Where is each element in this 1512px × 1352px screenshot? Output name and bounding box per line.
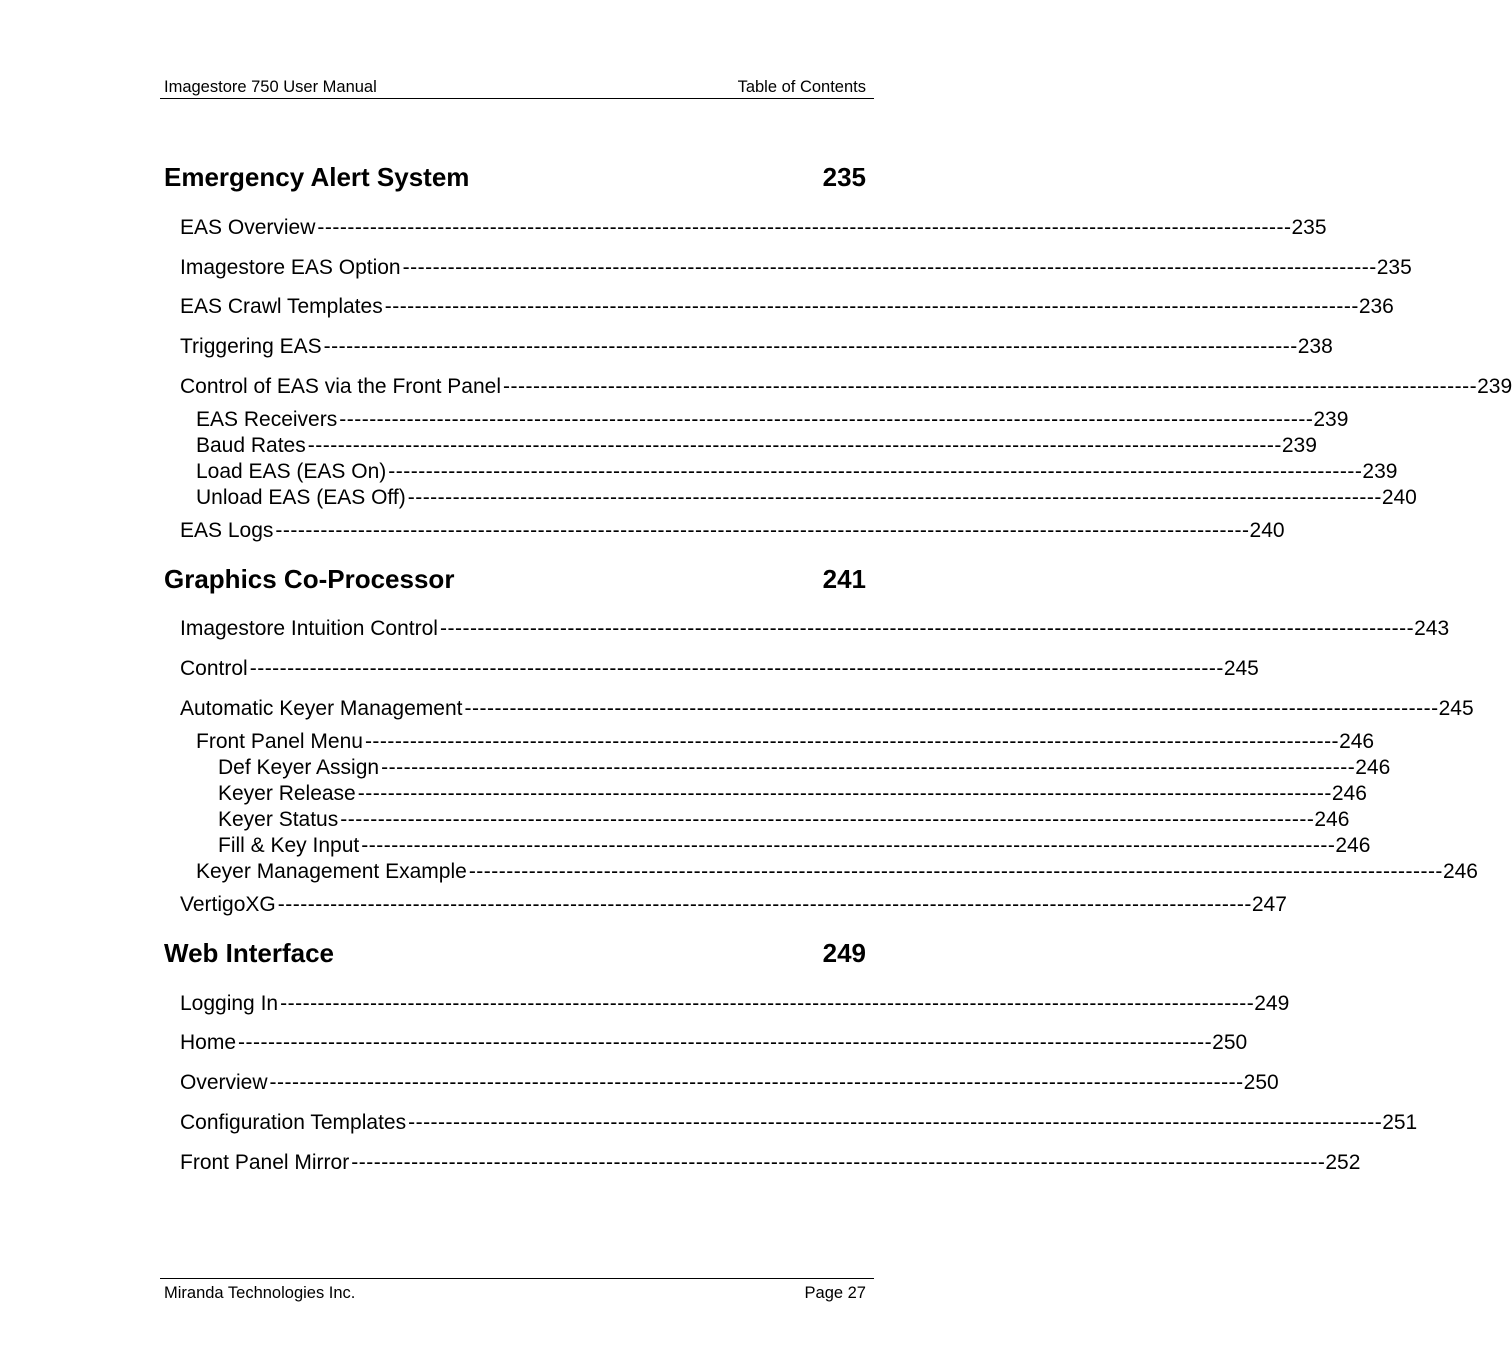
toc-entry-page: 238: [1297, 335, 1333, 358]
toc-entry[interactable]: [180, 374, 1512, 400]
toc-section-page: 235: [822, 162, 866, 192]
toc-entry-page: 239: [1362, 460, 1398, 483]
toc-section-page: 241: [822, 564, 866, 594]
toc-leader: ----------------------------------------------------------------------------------------------------------------------------------: [307, 434, 1282, 457]
toc-entry-page: 239: [1313, 408, 1349, 431]
toc-entry-page: 252: [1325, 1151, 1361, 1174]
toc-entry[interactable]: [180, 255, 1412, 281]
toc-entry-title: Control of EAS via the Front Panel: [180, 375, 501, 398]
toc-leader: ----------------------------------------------------------------------------------------------------------------------------------: [464, 697, 1439, 720]
toc-leader: ----------------------------------------------------------------------------------------------------------------------------------: [317, 216, 1292, 239]
footer-page-number: Page 27: [804, 1284, 866, 1302]
toc-leader: ----------------------------------------------------------------------------------------------------------------------------------: [339, 408, 1314, 431]
toc-entry-page: 235: [1376, 256, 1412, 279]
toc-entry-page: 235: [1291, 216, 1327, 239]
toc-entry-title: Configuration Templates: [180, 1111, 407, 1134]
toc-leader: ----------------------------------------------------------------------------------------------------------------------------------: [275, 519, 1250, 542]
toc-entry[interactable]: [180, 294, 1394, 320]
toc-subentry[interactable]: [196, 459, 1398, 485]
header-section-title: Table of Contents: [737, 78, 866, 96]
toc-leader: ----------------------------------------------------------------------------------------------------------------------------------: [408, 1111, 1383, 1134]
toc-entry-title: Keyer Status: [218, 808, 339, 831]
toc-subsubentry[interactable]: [218, 833, 1371, 859]
toc-entry-title: Front Panel Menu: [196, 730, 363, 753]
toc-section[interactable]: [164, 564, 866, 594]
toc-leader: ----------------------------------------------------------------------------------------------------------------------------------: [340, 808, 1315, 831]
toc-entry[interactable]: [180, 892, 1287, 918]
toc-entry-page: 239: [1477, 375, 1512, 398]
toc-entry-title: Keyer Release: [218, 782, 356, 805]
toc-entry-page: 243: [1414, 617, 1450, 640]
toc-entry-title: Fill & Key Input: [218, 834, 360, 857]
toc-leader: ----------------------------------------------------------------------------------------------------------------------------------: [384, 295, 1359, 318]
toc-entry-title: Baud Rates: [196, 434, 306, 457]
toc-entry-page: 246: [1442, 860, 1478, 883]
toc-entry-page: 236: [1358, 295, 1394, 318]
toc-leader: ----------------------------------------------------------------------------------------------------------------------------------: [468, 860, 1443, 883]
toc-leader: ----------------------------------------------------------------------------------------------------------------------------------: [407, 486, 1382, 509]
toc-entry[interactable]: [180, 518, 1285, 544]
toc-section-title: Web Interface: [164, 938, 335, 968]
toc-entry-title: EAS Logs: [180, 519, 274, 542]
toc-entry-title: Imagestore Intuition Control: [180, 617, 438, 640]
toc-entry-title: Front Panel Mirror: [180, 1151, 350, 1174]
toc-leader: ----------------------------------------------------------------------------------------------------------------------------------: [402, 256, 1377, 279]
toc-subentry[interactable]: [196, 729, 1375, 755]
toc-section-title: Emergency Alert System: [164, 162, 470, 192]
toc-entry[interactable]: [180, 1150, 1361, 1176]
toc-entry-title: Unload EAS (EAS Off): [196, 486, 406, 509]
toc-leader: ----------------------------------------------------------------------------------------------------------------------------------: [503, 375, 1478, 398]
toc-subentry[interactable]: [196, 433, 1317, 459]
toc-entry-page: 240: [1249, 519, 1285, 542]
footer-company: Miranda Technologies Inc.: [164, 1284, 356, 1302]
toc-leader: ----------------------------------------------------------------------------------------------------------------------------------: [439, 617, 1415, 640]
page-header: [160, 76, 874, 99]
toc-entry-page: 250: [1212, 1031, 1248, 1054]
toc-entry[interactable]: [180, 616, 1450, 642]
toc-section[interactable]: [164, 162, 866, 192]
toc-entry-page: 246: [1355, 756, 1391, 779]
toc-entry-title: Keyer Management Example: [196, 860, 467, 883]
header-doc-title: Imagestore 750 User Manual: [164, 78, 377, 96]
toc-leader: ----------------------------------------------------------------------------------------------------------------------------------: [277, 893, 1252, 916]
toc-entry[interactable]: [180, 1030, 1248, 1056]
toc-entry[interactable]: [180, 334, 1333, 360]
toc-entry-title: Overview: [180, 1071, 268, 1094]
toc-entry-page: 250: [1243, 1071, 1279, 1094]
toc-subsubentry[interactable]: [218, 755, 1391, 781]
toc-section[interactable]: [164, 938, 866, 968]
toc-entry-page: 246: [1339, 730, 1375, 753]
toc-entry-title: Automatic Keyer Management: [180, 697, 463, 720]
toc-leader: ----------------------------------------------------------------------------------------------------------------------------------: [381, 756, 1356, 779]
toc-subentry[interactable]: [196, 407, 1349, 433]
toc-entry-title: Imagestore EAS Option: [180, 256, 401, 279]
toc-leader: ----------------------------------------------------------------------------------------------------------------------------------: [361, 834, 1336, 857]
toc-entry-title: Def Keyer Assign: [218, 756, 380, 779]
toc-entry[interactable]: [180, 991, 1290, 1017]
toc-entry-page: 245: [1438, 697, 1474, 720]
toc-subsubentry[interactable]: [218, 807, 1350, 833]
toc-section-page: 249: [822, 938, 866, 968]
toc-leader: ----------------------------------------------------------------------------------------------------------------------------------: [238, 1031, 1213, 1054]
toc-leader: ----------------------------------------------------------------------------------------------------------------------------------: [364, 730, 1340, 753]
toc-entry-page: 246: [1331, 782, 1367, 805]
toc-leader: ----------------------------------------------------------------------------------------------------------------------------------: [280, 992, 1255, 1015]
page-footer: [160, 1278, 874, 1302]
toc-entry-title: EAS Crawl Templates: [180, 295, 383, 318]
toc-entry-title: Control: [180, 657, 248, 680]
toc-entry-title: VertigoXG: [180, 893, 276, 916]
toc-entry-page: 247: [1251, 893, 1287, 916]
toc-entry-title: Load EAS (EAS On): [196, 460, 387, 483]
toc-entry-title: Triggering EAS: [180, 335, 322, 358]
toc-entry[interactable]: [180, 1110, 1418, 1136]
toc-leader: ----------------------------------------------------------------------------------------------------------------------------------: [357, 782, 1332, 805]
toc-leader: ----------------------------------------------------------------------------------------------------------------------------------: [351, 1151, 1326, 1174]
toc-entry-title: EAS Overview: [180, 216, 316, 239]
toc-entry[interactable]: [180, 215, 1327, 241]
toc-entry[interactable]: [180, 1070, 1279, 1096]
toc-subentry[interactable]: [196, 859, 1478, 885]
toc-subentry[interactable]: [196, 485, 1417, 511]
toc-leader: ----------------------------------------------------------------------------------------------------------------------------------: [323, 335, 1298, 358]
toc-entry-page: 249: [1254, 992, 1290, 1015]
toc-entry-page: 246: [1314, 808, 1350, 831]
toc-section-title: Graphics Co-Processor: [164, 564, 455, 594]
toc-leader: ----------------------------------------------------------------------------------------------------------------------------------: [388, 460, 1363, 483]
toc-leader: ----------------------------------------------------------------------------------------------------------------------------------: [269, 1071, 1244, 1094]
toc-entry-page: 239: [1281, 434, 1317, 457]
toc-entry-page: 240: [1381, 486, 1417, 509]
toc-entry-page: 251: [1382, 1111, 1418, 1134]
toc-entry-page: 246: [1335, 834, 1371, 857]
toc-subsubentry[interactable]: [218, 781, 1367, 807]
toc-entry[interactable]: [180, 656, 1259, 682]
toc-entry-page: 245: [1223, 657, 1259, 680]
toc-entry-title: Logging In: [180, 992, 279, 1015]
toc-leader: ----------------------------------------------------------------------------------------------------------------------------------: [249, 657, 1224, 680]
toc-entry-title: Home: [180, 1031, 237, 1054]
toc-entry[interactable]: [180, 696, 1474, 722]
toc-entry-title: EAS Receivers: [196, 408, 338, 431]
